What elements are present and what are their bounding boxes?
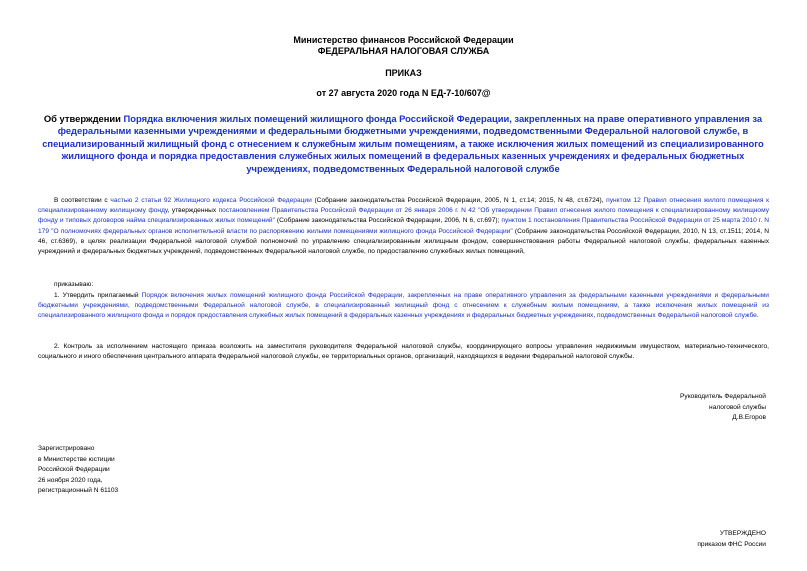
approved-by: приказом ФНС России [697, 540, 766, 548]
preamble-text-5: (Собрание законодательства Российской Федерации, 2010, N 13, ст.1511; 2014, N 46, ст.6369), в целях реализации Федеральной налоговой службой полномочий по управлению специализированным жилищным фондом, совершенствования работы Федеральной налоговой службы, федеральных казенных учреждений и федеральных бюджетных учреждений, подведомственных Федеральной налоговой службе, по предоставлению служебных жилых помещений, [38, 227, 769, 256]
signature-name: Д.В.Егоров [732, 414, 766, 422]
preamble-text-4: (Собрание законодательства Российской Федерации, 2006, N 6, ст.697); [274, 217, 502, 225]
approved-label: УТВЕРЖДЕНО [719, 530, 766, 537]
service-name: ФЕДЕРАЛЬНАЯ НАЛОГОВАЯ СЛУЖБА [317, 46, 490, 56]
document-date-number: от 27 августа 2020 года N ЕД-7-10/607@ [316, 88, 491, 98]
title-prefix: Об утверждении [43, 113, 124, 124]
item-1-end: . [756, 312, 759, 320]
housing-code-link[interactable]: частью 2 статьи 92 Жилищного кодекса Российской Федерации [110, 197, 312, 204]
registration-number: регистрационный N 61103 [38, 487, 119, 495]
signature-line-2: налоговой службы [709, 403, 766, 411]
government-decree-179-link[interactable]: пунктом 1 постановления Правительства Российской Федерации от 25 марта 2010 г. N 179 "О полномочиях федеральных органов исполнительной власти по распоряжению жилыми помещениями жилищного фонда Российской Федерации" [38, 217, 769, 235]
preamble-text-2: (Собрание законодательства Российской Федерации, 2005, N 1, ст.14; 2015, N 48, ст.6724), [311, 197, 607, 204]
preamble-text-1: В соответствии с [54, 197, 111, 204]
ministry-name: Министерство финансов Российской Федерации [293, 35, 514, 45]
order-item-1 [38, 291, 769, 322]
item-1-text: 1. Утвердить прилагаемый [54, 292, 142, 299]
order-item-2: 2. Контроль за исполнением настоящего приказа возложить на заместителя руководителя Федеральной налоговой службы, координирующего вопросы управления недвижимым имуществом, материально-технического, социального и иного обеспечения центрального аппарата Федеральной налоговой службы, ее территориальных органов, организаций, находящихся в ведении Федеральной налоговой службы. [38, 343, 769, 361]
approved-block [566, 529, 766, 550]
registration-line-3: Российской Федерации [38, 466, 110, 474]
title-link[interactable]: Порядка включения жилых помещений жилищного фонда Российской Федерации, закрепленных на праве оперативного управления за федеральными казенными учреждениями и федеральными бюджетными учреждениями, подведомственными Федеральной налоговой службе, в специализированный жилищный фонд с отнесением к служебным жилым помещениям, а также исключения жилых помещений из специализированного жилищного фонда и порядка предоставления служебных жилых помещений в федеральных казенных учреждениях и федеральных бюджетных учреждениях, подведомственных Федеральной налоговой службе [42, 113, 764, 174]
registration-date: 26 ноября 2020 года, [38, 476, 103, 484]
order-word: приказываю: [54, 281, 94, 288]
registration-line-2: в Министерстве юстиции [38, 455, 115, 463]
registration-line-1: Зарегистрировано [38, 445, 95, 452]
registration-block [38, 444, 238, 497]
signature-line-1: Руководитель Федеральной [680, 393, 766, 400]
document-title [36, 113, 770, 175]
preamble-text-3: , утвержденных [167, 207, 219, 215]
document-type: ПРИКАЗ [385, 68, 422, 78]
government-decree-42-link[interactable]: постановлением Правительства Российской Федерации от 26 января 2006 г. N 42 "Об утверждении Правил отнесения жилого помещения к специализированному жилищному фонду и типовых договоров найма специализированных жилых помещений" [38, 207, 769, 225]
approved-procedure-link[interactable]: Порядок включения жилых помещений жилищного фонда Российской Федерации, закрепленных на праве оперативного управления за федеральными казенными учреждениями и федеральными бюджетными учреждениями, подведомственными Федеральной налоговой службе, в специализированный жилищный фонд с отнесением к служебным жилым помещениям, а также исключения жилых помещений из специализированного жилищного фонда и порядок предоставления служебных жилых помещений в федеральных казенных учреждениях и федеральных бюджетных учреждениях, подведомственных Федеральной налоговой службе [38, 292, 769, 320]
rules-item-12-link[interactable]: пунктом 12 Правил отнесения жилого помещения к специализированному жилищному фонду [38, 197, 769, 215]
signature-block [566, 392, 766, 424]
preamble-paragraph [38, 196, 769, 257]
